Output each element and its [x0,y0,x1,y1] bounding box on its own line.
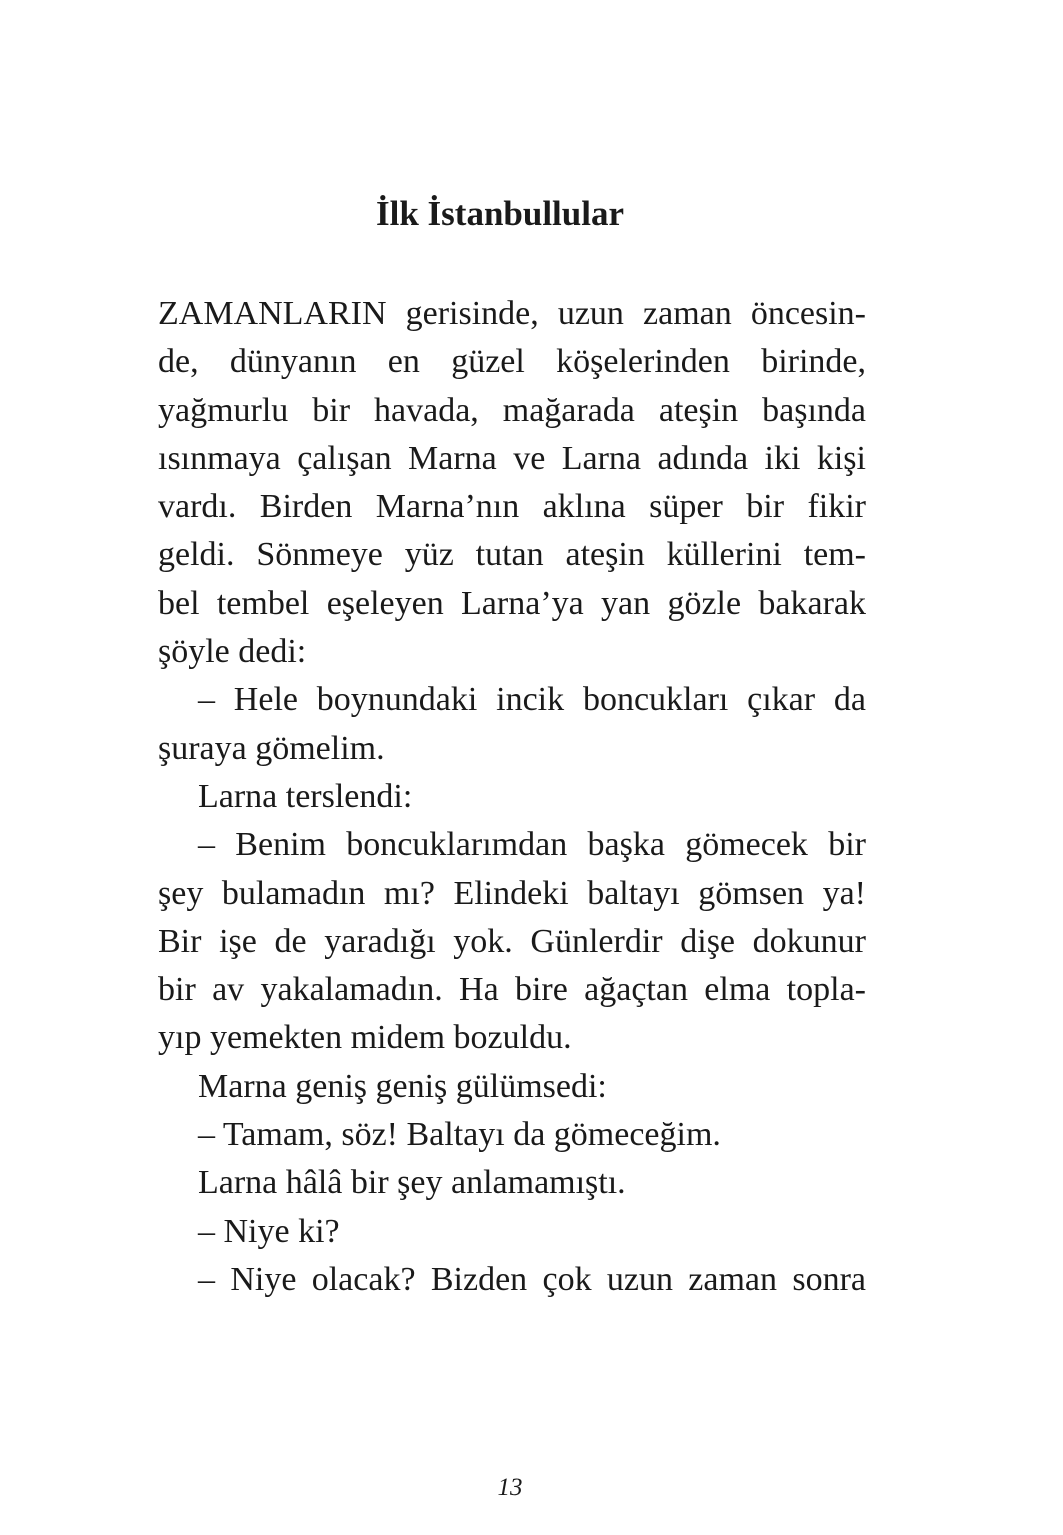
chapter-title: İlk İstanbullular [375,194,625,233]
text-line: de, dünyanın en güzel köşelerinden birinde, [158,343,866,381]
text-line: yıp yemekten midem bozuldu. [158,1019,572,1057]
dialogue-line: – Tamam, söz! Baltayı da gömeceğim. [198,1116,721,1154]
text-line: şuraya gömelim. [158,729,385,767]
dialogue-line: – Niye ki? [198,1212,340,1250]
text-line: ZAMANLARIN gerisinde, uzun zaman öncesin- [158,295,866,332]
text-line: yağmurlu bir havada, mağarada ateşin başında [158,391,866,429]
text-line: Marna geniş geniş gülümsedi: [198,1067,607,1105]
page-number: 13 [497,1474,523,1501]
text-line: Larna hâlâ bir şey anlamamıştı. [198,1164,626,1202]
text-line: Larna terslendi: [198,777,413,815]
text-line: şöyle dedi: [158,633,307,671]
dialogue-line: – Benim boncuklarımdan başka gömecek bir [198,826,866,864]
text-line: bel tembel eşeleyen Larna’ya yan gözle bakarak [158,584,866,622]
text-line: geldi. Sönmeye yüz tutan ateşin küllerini tem- [158,536,866,574]
dialogue-line: – Hele boynundaki incik boncukları çıkar da [198,681,866,719]
dialogue-line: – Niye olacak? Bizden çok uzun zaman sonra [198,1260,866,1298]
text-line: Bir işe de yaradığı yok. Günlerdir dişe dokunur [158,922,866,960]
text-line: şey bulamadın mı? Elindeki baltayı gömsen ya! [158,874,866,912]
text-line: vardı. Birden Marna’nın aklına süper bir fikir [158,488,866,526]
text-line: bir av yakalamadın. Ha bire ağaçtan elma topla- [158,971,866,1009]
body-text [158,290,866,1304]
text-line: ısınmaya çalışan Marna ve Larna adında iki kişi [158,439,866,477]
